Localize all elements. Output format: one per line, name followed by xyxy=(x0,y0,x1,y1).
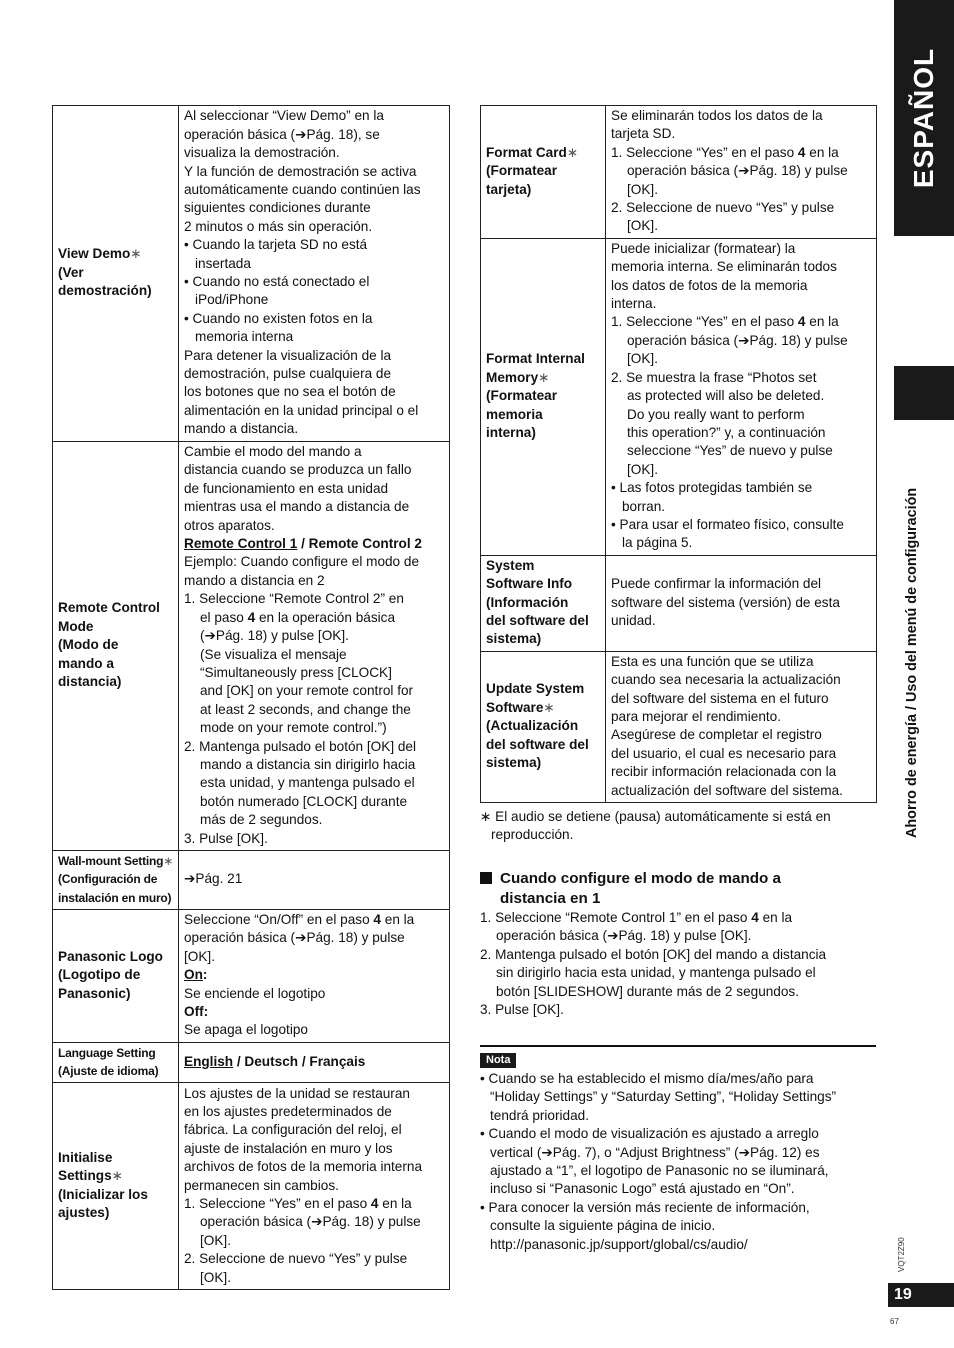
page-number: 19 xyxy=(888,1283,954,1307)
nota-list: • Cuando se ha establecido el mismo día/mes/año para “Holiday Settings” y “Saturday Setting”, “Holiday Settings” tendrá prioridad. • Cuando el modo de visualización es ajustado a arreglo vertical (➔Pág. 7), o “Adjust Brightness” (➔Pág. 12) es ajustado a “1”, el logotipo de Panasonic no se iluminará, incluso si “Panasonic Logo” está ajustado en “On”. • Para conocer la versión más reciente de información, consulte la siguiente página de inicio. http://panasonic.jp/support/global/cs/audio/ xyxy=(480,1070,876,1254)
format-internal-label: Format Internal Memory∗ (Formatear memoria interna) xyxy=(481,238,606,555)
format-card-description: Se eliminarán todos los datos de la tarjeta SD. 1. Seleccione “Yes” en el paso 4 en la operación básica (➔Pág. 18) y pulse [OK]. 2. Seleccione de nuevo “Yes” y pulse [OK]. xyxy=(606,106,877,239)
nota-divider xyxy=(480,1045,876,1047)
view-demo-description: Al seleccionar “View Demo” en la operación básica (➔Pág. 18), se visualiza la demostración. Y la función de demostración se activa automáticamente cuando continúen las siguientes condiciones durante 2 minutos o más sin operación. • Cuando la tarjeta SD no está insertada • Cuando no está conectado el iPod/iPhone • Cuando no existen fotos en la memoria interna Para detener la visualización de la demostración, pulse cualquiera de los botones que no sea el botón de alimentación en la unidad principal o el mando a distancia. xyxy=(179,106,450,442)
system-info-description: Puede confirmar la información del software del sistema (versión) de esta unidad. xyxy=(606,555,877,651)
wall-mount-label: Wall-mount Setting∗ (Configuración de instalación en muro) xyxy=(53,851,179,910)
table-row xyxy=(481,651,877,802)
update-software-description: Esta es una función que se utiliza cuando sea necesaria la actualización del software del sistema en el futuro para mejorar el rendimiento. Asegúrese de completar el registro del usuario, el cual es necesario para recibir información relacionada con la actualización del software del sistema. xyxy=(606,651,877,802)
subsection-heading: Cuando configure el modo de mando a distancia en 1 xyxy=(480,869,876,909)
table-row xyxy=(53,851,450,910)
table-row xyxy=(53,1083,450,1290)
subsection-steps: 1. Seleccione “Remote Control 1” en el paso 4 en la operación básica (➔Pág. 18) y pulse [OK]. 2. Mantenga pulsado el botón [OK] del mando a distancia sin dirigirlo hacia esta unidad, y mantenga pulsado el botón [SLIDESHOW] durante más de 2 segundos. 3. Pulse [OK]. xyxy=(480,910,827,1018)
initialise-label: Initialise Settings∗ (Inicializar los ajustes) xyxy=(53,1083,179,1290)
language-options: English / Deutsch / Français xyxy=(179,1042,450,1083)
table-row xyxy=(481,106,877,239)
footnote: ∗ El audio se detiene (pausa) automáticamente si está en reproducción. xyxy=(480,809,831,843)
language-setting-label: Language Setting (Ajuste de idioma) xyxy=(53,1042,179,1083)
table-row xyxy=(481,555,877,651)
page-sub-number: 67 xyxy=(890,1317,899,1326)
square-bullet-icon xyxy=(480,872,492,884)
section-title-vertical: Ahorro de energía / Uso del menú de configuración xyxy=(904,487,920,838)
remote-mode-description: Cambie el modo del mando a distancia cuando se produzca un fallo de funcionamiento en esta unidad mientras usa el mando a distancia de otros aparatos. Remote Control 1 / Remote Control 2 Ejemplo: Cuando configure el modo de mando a distancia en 2 1. Seleccione “Remote Control 2” en el paso 4 en la operación básica (➔Pág. 18) y pulse [OK]. (Se visualiza el mensaje “Simultaneously press [CLOCK] and [OK] on your remote control for at least 2 seconds, and change the mode on your remote control.”) 2. Mantenga pulsado el botón [OK] del mando a distancia sin dirigirlo hacia esta unidad, y mantenga pulsado el botón numerado [CLOCK] durante más de 2 segundos. 3. Pulse [OK]. xyxy=(179,442,450,851)
table-row xyxy=(481,238,877,555)
table-row xyxy=(53,106,450,442)
view-demo-label: View Demo∗ (Ver demostración) xyxy=(53,106,179,442)
initialise-description: Los ajustes de la unidad se restauran en los ajustes predeterminados de fábrica. La configuración del reloj, el ajuste de instalación en muro y los archivos de fotos de la memoria interna permanecen sin cambios. 1. Seleccione “Yes” en el paso 4 en la operación básica (➔Pág. 18) y pulse [OK]. 2. Seleccione de nuevo “Yes” y pulse [OK]. xyxy=(179,1083,450,1290)
document-code: VQT2Z90 xyxy=(897,1237,906,1272)
update-software-label: Update System Software∗ (Actualización del software del sistema) xyxy=(481,651,606,802)
panasonic-logo-label: Panasonic Logo (Logotipo de Panasonic) xyxy=(53,909,179,1042)
settings-table-right xyxy=(480,105,877,803)
nota-badge: Nota xyxy=(480,1053,516,1068)
table-row xyxy=(53,442,450,851)
remote-mode-label: Remote Control Mode (Modo de mando a distancia) xyxy=(53,442,179,851)
system-info-label: System Software Info (Información del software del sistema) xyxy=(481,555,606,651)
support-url: http://panasonic.jp/support/global/cs/audio/ xyxy=(490,1236,748,1252)
format-card-label: Format Card∗ (Formatear tarjeta) xyxy=(481,106,606,239)
settings-table-left xyxy=(52,105,450,1290)
format-internal-description: Puede inicializar (formatear) la memoria interna. Se eliminarán todos los datos de fotos de la memoria interna. 1. Seleccione “Yes” en el paso 4 en la operación básica (➔Pág. 18) y pulse [OK]. 2. Se muestra la frase “Photos set as protected will also be deleted. Do you really want to perform this operation?” y, a continuación seleccione “Yes” de nuevo y pulse [OK]. • Las fotos protegidas también se borran. • Para usar el formateo físico, consulte la página 5. xyxy=(606,238,877,555)
wall-mount-description: ➔Pág. 21 xyxy=(179,851,450,910)
remote-mode-options: Remote Control 1 / Remote Control 2 xyxy=(184,536,422,552)
language-tab xyxy=(894,0,954,236)
section-tab xyxy=(894,366,954,420)
table-row xyxy=(53,909,450,1042)
panasonic-logo-description: Seleccione “On/Off” en el paso 4 en la operación básica (➔Pág. 18) y pulse [OK]. On: Se enciende el logotipo Off: Se apaga el logotipo xyxy=(179,909,450,1042)
language-tab-label: ESPAÑOL xyxy=(907,47,939,189)
table-row xyxy=(53,1042,450,1083)
